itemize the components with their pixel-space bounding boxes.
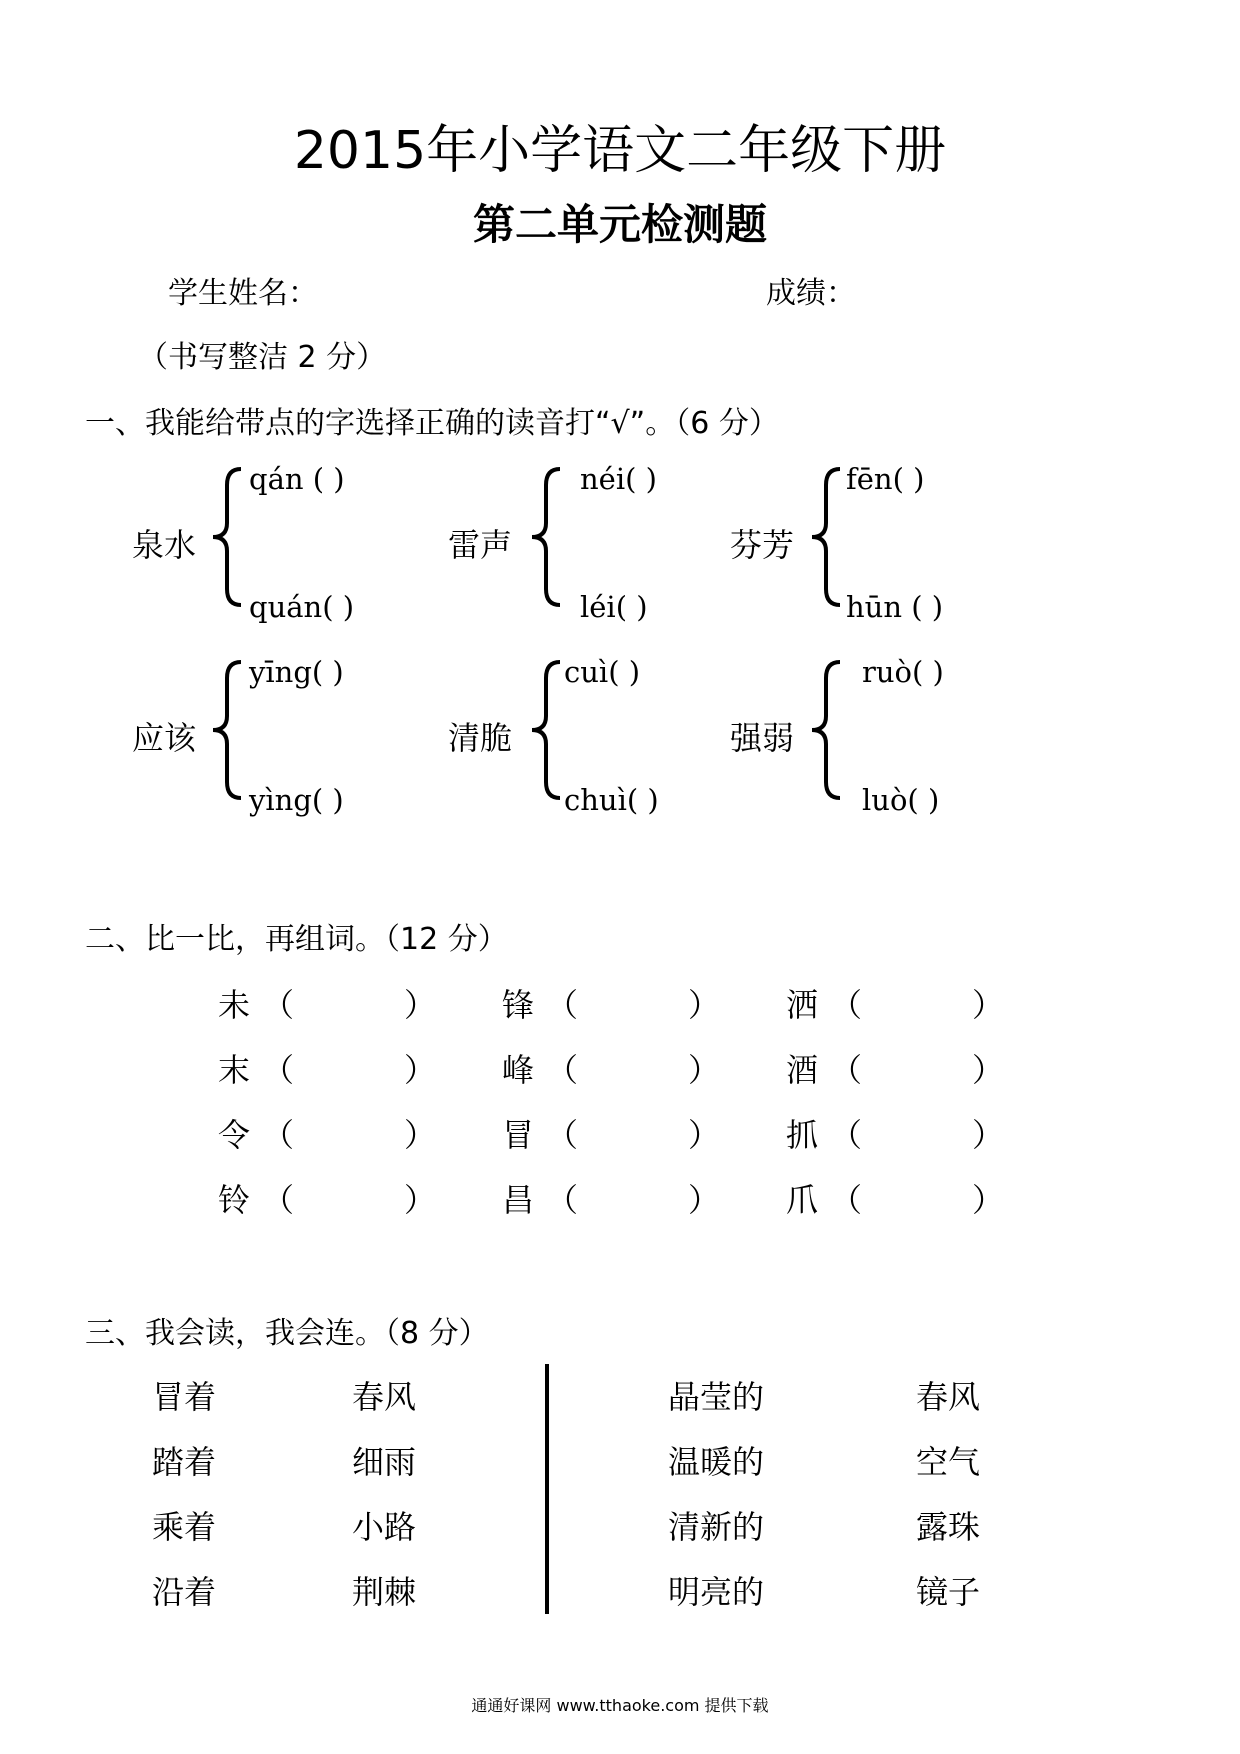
pair-char: 冒 (502, 1116, 535, 1154)
brace-icon (207, 660, 247, 800)
paren-left: （ (546, 1181, 579, 1219)
paren-right: ） (404, 1116, 437, 1154)
pinyin-bottom: hūn ( ) (846, 590, 944, 624)
match-word: 乘着 (152, 1508, 217, 1546)
pair-char: 锋 (502, 986, 535, 1024)
paren-right: ） (688, 1051, 721, 1089)
paren-right: ） (404, 986, 437, 1024)
match-word: 冒着 (152, 1378, 217, 1416)
brace-icon (526, 660, 566, 800)
match-word: 露珠 (916, 1508, 981, 1546)
match-word: 踏着 (152, 1443, 217, 1481)
pinyin-bottom: léi( ) (580, 590, 648, 624)
group-word: 强弱 (730, 719, 795, 757)
section-1-heading: 一、我能给带点的字选择正确的读音打“√”。（6 分） (85, 406, 779, 441)
pinyin-group (730, 462, 1030, 622)
pair-char: 酒 (786, 1051, 819, 1089)
paren-left: （ (546, 1116, 579, 1154)
pinyin-bottom: luò( ) (862, 783, 940, 817)
paren-right: ） (688, 986, 721, 1024)
pinyin-top: qán ( ) (249, 462, 345, 496)
paren-left: （ (262, 1181, 295, 1219)
match-word: 明亮的 (668, 1573, 765, 1611)
pinyin-bottom: yìng( ) (249, 783, 344, 817)
match-word: 晶莹的 (668, 1378, 765, 1416)
pinyin-bottom: chuì( ) (564, 783, 659, 817)
column-divider (545, 1364, 549, 1614)
pinyin-top: néi( ) (580, 462, 657, 496)
paren-left: （ (830, 1051, 863, 1089)
pinyin-top: yīng( ) (249, 655, 344, 689)
word-pair (502, 1175, 721, 1221)
pair-char: 末 (218, 1051, 251, 1089)
neatness-note: （书写整洁 2 分） (138, 340, 387, 375)
word-pair (786, 1110, 1005, 1156)
paren-left: （ (546, 1051, 579, 1089)
word-pair (218, 980, 437, 1026)
pair-char: 抓 (786, 1116, 819, 1154)
pinyin-bottom: quán( ) (249, 590, 355, 624)
word-pair (218, 1110, 437, 1156)
match-word: 空气 (916, 1443, 981, 1481)
match-word: 温暖的 (668, 1443, 765, 1481)
paren-right: ） (404, 1181, 437, 1219)
group-word: 泉水 (132, 526, 197, 564)
word-pair (218, 1175, 437, 1221)
pinyin-group (730, 655, 1030, 815)
brace-icon (526, 467, 566, 607)
group-word: 应该 (132, 719, 197, 757)
paren-left: （ (262, 1116, 295, 1154)
pair-char: 未 (218, 986, 251, 1024)
section-2-heading: 二、比一比，再组词。（12 分） (85, 922, 508, 957)
paren-right: ） (972, 1181, 1005, 1219)
paren-left: （ (546, 986, 579, 1024)
group-word: 清脆 (448, 719, 513, 757)
pinyin-group (448, 655, 748, 815)
paren-right: ） (688, 1181, 721, 1219)
word-pair (502, 1110, 721, 1156)
pair-char: 铃 (218, 1181, 251, 1219)
pair-char: 令 (218, 1116, 251, 1154)
word-pair (502, 980, 721, 1026)
paren-left: （ (830, 986, 863, 1024)
pinyin-group (448, 462, 748, 622)
match-word: 沿着 (152, 1573, 217, 1611)
word-pair (786, 1045, 1005, 1091)
pinyin-top: fēn( ) (846, 462, 925, 496)
paren-left: （ (830, 1181, 863, 1219)
paren-right: ） (972, 1051, 1005, 1089)
match-word: 镜子 (916, 1573, 981, 1611)
word-pair (218, 1045, 437, 1091)
match-word: 春风 (916, 1378, 981, 1416)
pair-char: 昌 (502, 1181, 535, 1219)
match-word: 小路 (352, 1508, 417, 1546)
match-word: 春风 (352, 1378, 417, 1416)
paren-right: ） (972, 986, 1005, 1024)
student-name-label: 学生姓名： (168, 276, 318, 311)
match-word: 清新的 (668, 1508, 765, 1546)
pinyin-group (132, 462, 432, 622)
group-word: 芬芳 (730, 526, 795, 564)
pinyin-top: ruò( ) (862, 655, 944, 689)
section-3-heading: 三、我会读，我会连。（8 分） (85, 1316, 489, 1351)
pair-char: 爪 (786, 1181, 819, 1219)
brace-icon (806, 467, 846, 607)
page-footer: 通通好课网 www.tthaoke.com 提供下载 (471, 1696, 769, 1715)
paren-right: ） (404, 1051, 437, 1089)
pinyin-group (132, 655, 432, 815)
paren-left: （ (262, 986, 295, 1024)
brace-icon (806, 660, 846, 800)
word-pair (786, 980, 1005, 1026)
word-pair (502, 1045, 721, 1091)
match-word: 细雨 (352, 1443, 417, 1481)
paren-right: ） (972, 1116, 1005, 1154)
page-title: 2015年小学语文二年级下册 (293, 121, 947, 181)
paren-right: ） (688, 1116, 721, 1154)
brace-icon (207, 467, 247, 607)
paren-left: （ (262, 1051, 295, 1089)
score-label: 成绩： (766, 276, 856, 311)
pinyin-top: cuì( ) (564, 655, 641, 689)
word-pair (786, 1175, 1005, 1221)
paren-left: （ (830, 1116, 863, 1154)
pair-char: 洒 (786, 986, 819, 1024)
group-word: 雷声 (448, 526, 513, 564)
page-subtitle: 第二单元检测题 (472, 200, 767, 249)
pair-char: 峰 (502, 1051, 535, 1089)
match-word: 荆棘 (352, 1573, 417, 1611)
